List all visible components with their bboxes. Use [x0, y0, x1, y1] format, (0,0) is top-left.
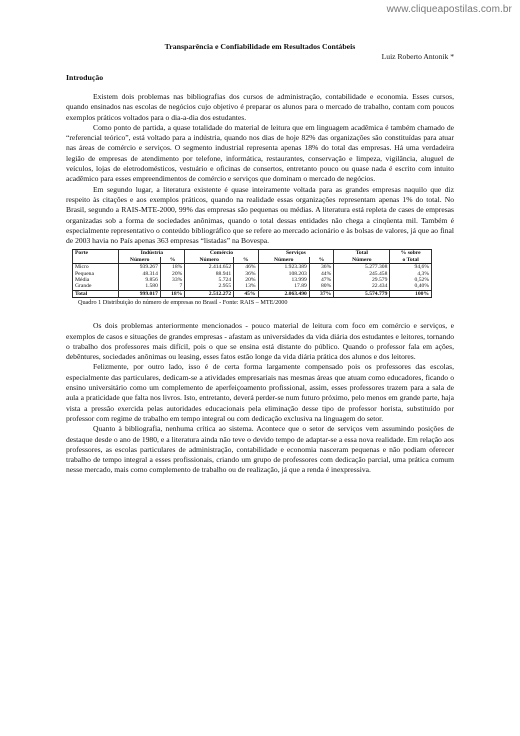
table-cell: 37%	[309, 290, 333, 297]
table-header-cell	[73, 257, 119, 264]
paragraph-2: Como ponto de partida, a quase totalidade do material de leitura que em linguagem acadêmica é também chamado de “referencial teórico”, está voltado para a indústria, quando nos dias de hoje 82% das organizações são constituídas para atuar nas áreas de comércio e serviços. O segmento industrial representa apenas 18% do total das empresas. Há uma verdadeira legião de empresas de atendimento por telefone, informática, restaurantes, conservação e limpeza, vigilância, aluguel de veículos, lojas de eletrodomésticos, vestuário e oficinas de consertos, entretanto pouco ou quase nada é escrito com intuito acadêmico para esses empreendimentos de comércio e serviços que dominam o mercado de negócios.	[66, 122, 454, 184]
table-cell: Total	[73, 290, 119, 297]
table-cell: 939.267	[119, 264, 161, 271]
author-name: Luiz Roberto Antonik *	[381, 52, 454, 61]
table-header-cell: Total	[334, 250, 390, 257]
table-header-cell: Serviços	[258, 250, 334, 257]
table-cell: 100%	[390, 290, 432, 297]
table-header-cell: %	[234, 257, 258, 264]
table-cell: 48.314	[119, 271, 161, 277]
table-cell: 13.999	[258, 277, 309, 283]
table-cell: 29.579	[334, 277, 390, 283]
table-header-cell: %	[309, 257, 333, 264]
table-cell: 44%	[309, 271, 333, 277]
table-cell: 2.955	[185, 283, 234, 290]
table-cell: 4,3%	[390, 271, 432, 277]
table-cell: Micro	[73, 264, 119, 271]
table-header-cell: Número	[185, 257, 234, 264]
table-cell: 18%	[160, 264, 184, 271]
table-cell: 2.063.490	[258, 290, 309, 297]
table-cell: 999.017	[119, 290, 161, 297]
table-cell: 9.856	[119, 277, 161, 283]
table-row	[73, 283, 432, 290]
table-group-header	[73, 250, 432, 257]
table-row	[73, 264, 432, 271]
table-cell: 88.941	[185, 271, 234, 277]
table-cell: 20%	[160, 271, 184, 277]
table-cell: Média	[73, 277, 119, 283]
document-page	[66, 42, 454, 476]
table-cell: 2.414.652	[185, 264, 234, 271]
table-cell: 45%	[234, 290, 258, 297]
table-cell: 108.203	[258, 271, 309, 277]
table-cell: 22.434	[334, 283, 390, 290]
paragraph-1: Existem dois problemas nas bibliografias dos cursos de administração, contabilidade e economia. Esses cursos, quando ensinados nas escolas de negócios cujo objetivo é preparar os alunos para o mercado de trabalho, contam com poucos exemplos práticos voltados para o dia-a-dia dos estudantes.	[66, 92, 454, 122]
table-header-cell: o Total	[390, 257, 432, 264]
table-cell: 33%	[160, 277, 184, 283]
table-cell: 17.89	[258, 283, 309, 290]
section-heading: Introdução	[66, 73, 104, 82]
table-cell: 20%	[234, 277, 258, 283]
paragraph-3: Em segundo lugar, a literatura existente é quase inteiramente voltada para as grandes empresas naquilo que diz respeito às citações e aos exemplos práticos, quando na realidade essas organizações representam apenas 1% do total. No Brasil, segundo a RAIS-MTE-2000, 99% das empresas são pequenas ou médias. A literatura está repleta de cases de empresas organizadas sob a forma de sociedades anônimas, quando o total dessas entidades não chega a cinqüenta mil. Também é especialmente representativo o conteúdo bibliográfico que se refere ao mercado acionário e às bolsas de valores, já que ao final de 2003 havia no País apenas 363 empresas “listadas” na Bovespa.	[66, 184, 454, 246]
table-cell: Pequena	[73, 271, 119, 277]
table-header-cell: Número	[334, 257, 390, 264]
table-header-cell: Indústria	[119, 250, 185, 257]
companies-table-wrapper	[72, 249, 432, 307]
table-cell: Grande	[73, 283, 119, 290]
table-cell: 0,40%	[390, 283, 432, 290]
table-sub-header	[73, 257, 432, 264]
table-cell: 13%	[234, 283, 258, 290]
table-header-cell: Comércio	[185, 250, 258, 257]
document-title: Transparência e Confiabilidade em Resultados Contábeis	[164, 42, 356, 51]
table-header-cell: Número	[258, 257, 309, 264]
table-total-row	[73, 290, 432, 297]
table-header-cell: Porte	[73, 250, 119, 257]
table-cell: 94,6%	[390, 264, 432, 271]
table-cell: 1.923.389	[258, 264, 309, 271]
table-cell: 0,52%	[390, 277, 432, 283]
table-cell: 2.512.272	[185, 290, 234, 297]
table-cell: 1.580	[119, 283, 161, 290]
site-url[interactable]: www.cliqueapostilas.com.br	[386, 4, 512, 15]
paragraph-5: Felizmente, por outro lado, isso é de certa forma largamente compensado pois os professores das escolas, especialmente das particulares, dedicam-se a atividades empresariais nas mesmas áreas que atuam como educadores, ficando o ensino universitário como um complemento de aperfeiçoamento profissional, assim, esses professores trazem para a sala de aula a praticidade que falta nos livros. Isto, entretanto, deverá perder-se num futuro próximo, pelo menos em grande parte, haja vista a pressão exercida pelas autoridades educacionais pela eliminação desse tipo de professor horista, substituído por professor com regime de trabalho em tempo integral ou com dedicação exclusiva na linguagem do setor.	[66, 362, 454, 423]
paragraph-6: Quanto à bibliografia, nenhuma crítica ao sistema. Acontece que o setor de serviços vem assumindo posições de destaque desde o ano de 1980, e a literatura ainda não teve o devido tempo de adaptar-se a essa nova realidade. Em relação aos professores, as escolas particulares de administração, contabilidade e economia nasceram pequenas e não podiam oferecer trabalho de tempo integral a esses profissionais, criando um grupo de professores com dedicação parcial, uma prática comum nesse mercado, mais como complemento de trabalho ou de realização, já que a renda é inexpressiva.	[66, 424, 454, 475]
table-cell: 80%	[309, 283, 333, 290]
table-cell: 5.277.308	[334, 264, 390, 271]
table-caption: Quadro 1 Distribuição do número de empresas no Brasil - Fonte: RAIS – MTE/2000	[78, 299, 288, 307]
table-cell: 5.724	[185, 277, 234, 283]
table-cell: 5.574.779	[334, 290, 390, 297]
paragraph-4: Os dois problemas anteriormente mencionados - pouco material de leitura com foco em comércio e serviços, e exemplos de casos e situações de grandes empresas - afastam as universidades da vida diária dos estudantes e leitores, tornando o trabalho dos professores mais difícil, pois o que se ensina está distante do público. Quando o professor fala em ações, debêntures, sociedades anônimas ou leasing, esses fatos estão longe da vida diária prática dos alunos e dos leitores.	[66, 321, 454, 362]
table-cell: 47%	[309, 277, 333, 283]
companies-table	[72, 249, 432, 298]
table-header-cell: % sobre	[390, 250, 432, 257]
table-header-cell: Número	[119, 257, 161, 264]
table-header-cell: %	[160, 257, 184, 264]
table-cell: 18%	[160, 290, 184, 297]
table-cell: 36%	[234, 271, 258, 277]
table-cell: 46%	[234, 264, 258, 271]
table-cell: 36%	[309, 264, 333, 271]
table-cell: 7	[160, 283, 184, 290]
table-cell: 245.458	[334, 271, 390, 277]
